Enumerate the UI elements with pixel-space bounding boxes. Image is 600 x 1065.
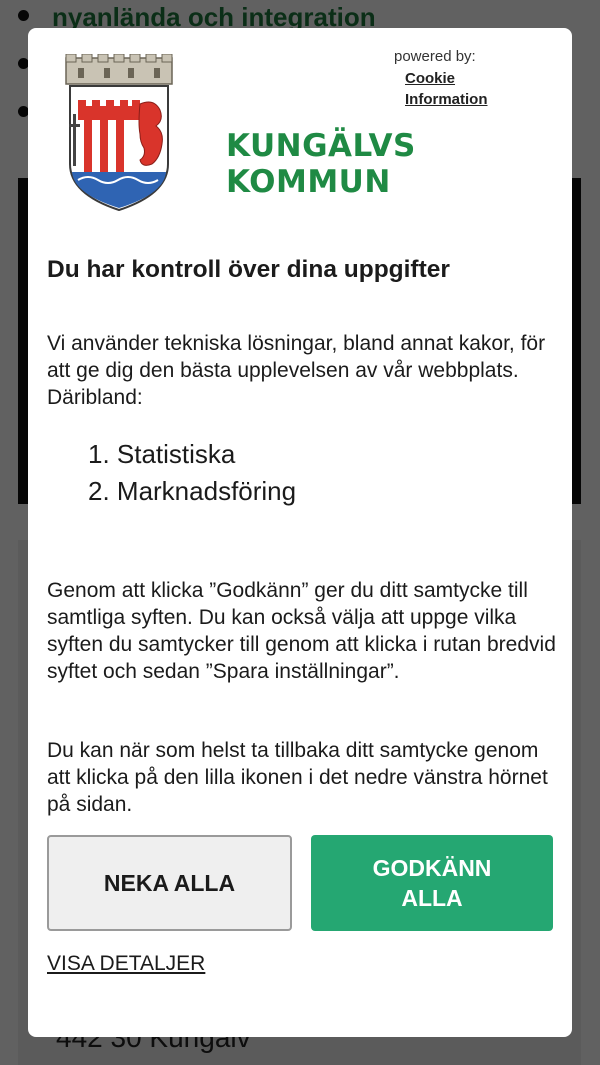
intro-text: Vi använder tekniska lösningar, bland annat kakor, för att ge dig den bästa upplevelsen av vår webbplats. Däribland: (47, 332, 546, 409)
purpose-item-marketing: 2. Marknadsföring (88, 476, 297, 506)
purpose-item-statistics: 1. Statistiska (88, 439, 236, 469)
consent-text: Genom att klicka ”Godkänn” ger du ditt samtycke till samtliga syften. Du kan också välja att uppge vilka syften du samtycker till genom att klicka i rutan bredvid syftet och sedan ”Spara inställningar”. (47, 579, 556, 683)
purpose-list (88, 436, 296, 510)
cookie-consent-dialog (28, 28, 572, 1037)
cookie-information-link[interactable]: Cookie Information (405, 70, 488, 108)
logo-wordmark: KUNGÄLVS KOMMUN (226, 128, 416, 200)
accept-all-button[interactable]: GODKÄNN ALLA (311, 835, 553, 931)
powered-by (394, 48, 488, 110)
kungalv-logo (64, 52, 416, 242)
deny-all-button[interactable]: NEKA ALLA (47, 835, 292, 931)
powered-by-label: powered by: (394, 48, 476, 65)
coat-of-arms-icon (64, 54, 174, 214)
dialog-title: Du har kontroll över dina uppgifter (47, 256, 450, 283)
show-details-link[interactable]: VISA DETALJER (47, 952, 206, 975)
withdraw-text: Du kan när som helst ta tillbaka ditt samtycke genom att klicka på den lilla ikonen i det nedre vänstra hörnet på sidan. (47, 739, 548, 816)
